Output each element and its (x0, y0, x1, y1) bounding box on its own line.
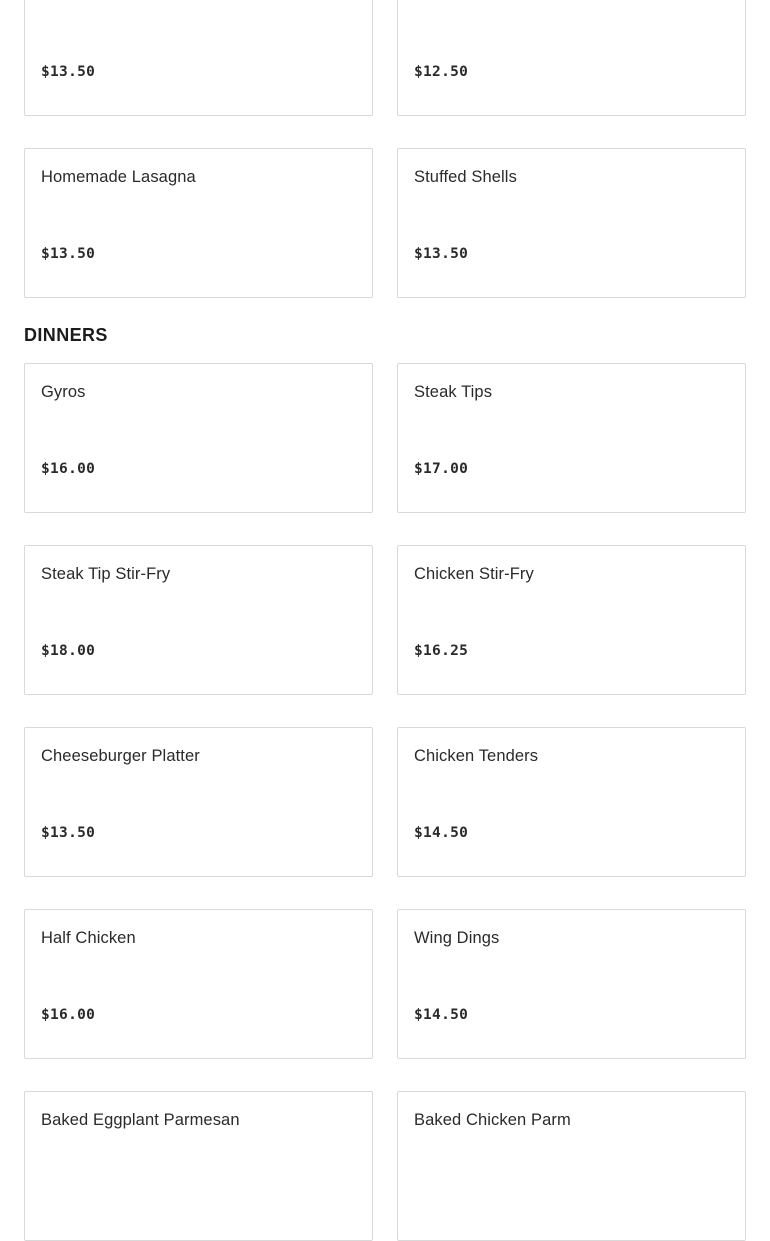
menu-item-card[interactable] (24, 363, 373, 513)
menu-item-card[interactable] (397, 0, 746, 116)
section-heading-dinners: DINNERS (24, 325, 108, 345)
menu-item-card[interactable] (397, 363, 746, 513)
menu-item-card[interactable] (397, 727, 746, 877)
menu-item-card[interactable] (24, 545, 373, 695)
dinners-grid (24, 363, 746, 1241)
menu-item-price: $18.00 (41, 643, 96, 659)
previous-section-grid (24, 0, 746, 298)
menu-item-price: $13.50 (41, 64, 96, 80)
menu-item-name: Chicken Tenders (414, 747, 539, 765)
menu-item-price: $14.50 (414, 1007, 469, 1023)
menu-item-price: $16.25 (414, 643, 469, 659)
menu-item-name: Steak Tip Stir-Fry (41, 565, 171, 583)
menu-item-name: Stuffed Shells (414, 168, 517, 186)
menu-item-name: Baked Chicken Parm (414, 1111, 571, 1129)
menu-item-price: $16.00 (41, 461, 96, 477)
menu-item-name: Cheeseburger Platter (41, 747, 200, 765)
menu-item-name: Baked Eggplant Parmesan (41, 1111, 240, 1129)
menu-item-name: Gyros (41, 383, 86, 401)
menu-item-card[interactable] (24, 0, 373, 116)
menu-item-name: Half Chicken (41, 929, 136, 947)
menu-item-price: $13.50 (41, 246, 96, 262)
menu-item-price: $17.00 (414, 461, 469, 477)
menu-item-name: Wing Dings (414, 929, 500, 947)
menu-item-name: Steak Tips (414, 383, 493, 401)
menu-item-card[interactable] (24, 909, 373, 1059)
menu-item-card[interactable] (397, 909, 746, 1059)
menu-item-card[interactable] (24, 727, 373, 877)
menu-item-name: Chicken Stir-Fry (414, 565, 534, 583)
menu-item-price: $13.50 (414, 246, 469, 262)
menu-item-name: Homemade Lasagna (41, 168, 196, 186)
menu-item-price: $16.00 (41, 1007, 96, 1023)
menu-item-price: $12.50 (414, 64, 469, 80)
menu-item-price: $14.50 (414, 825, 469, 841)
menu-item-price: $13.50 (41, 825, 96, 841)
menu-item-card[interactable] (24, 148, 373, 298)
menu-item-card[interactable] (397, 545, 746, 695)
menu-item-card[interactable] (397, 148, 746, 298)
